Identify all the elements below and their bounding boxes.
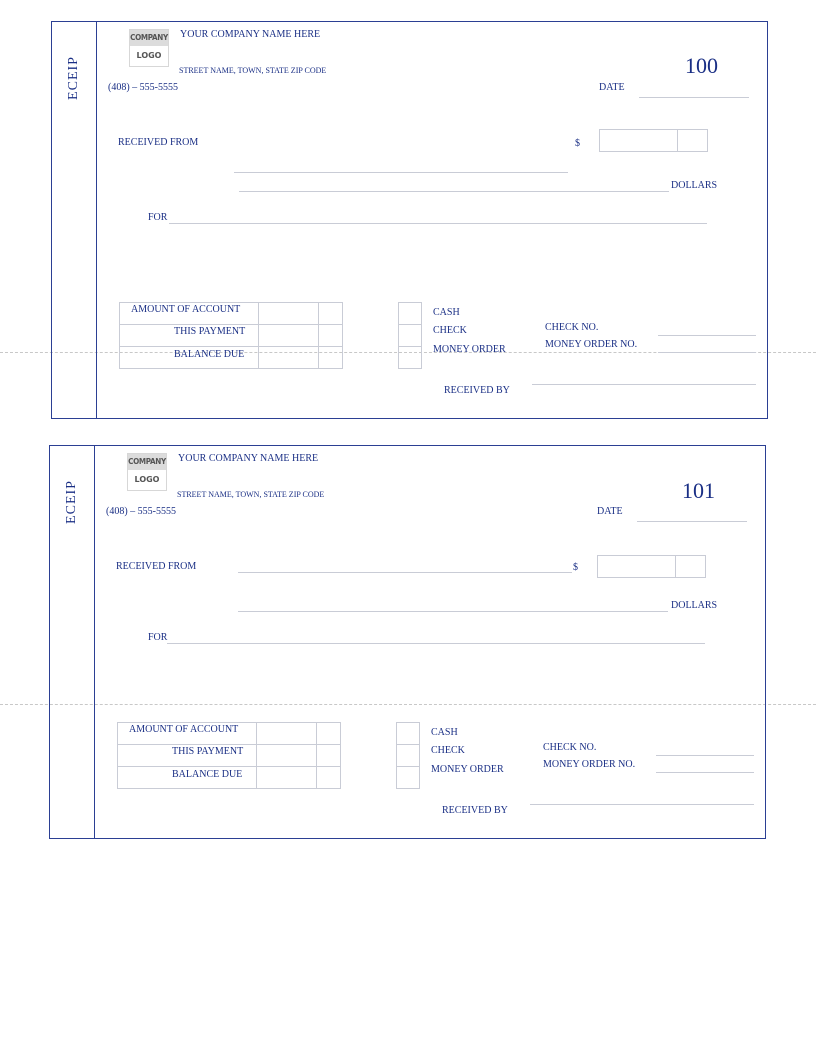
payment-amount-cell[interactable] [258,324,319,347]
this-payment-label: THIS PAYMENT [172,746,244,757]
amount-of-account-label: AMOUNT OF ACCOUNT [129,724,239,735]
received-by-field[interactable] [532,384,756,385]
money-order-checkbox[interactable] [398,346,422,369]
balance-due-label: BALANCE DUE [172,769,243,780]
stub-label: ECEIP [63,480,79,524]
company-name: YOUR COMPANY NAME HERE [178,453,319,464]
received-from-label: RECEIVED FROM [116,561,197,572]
cash-checkbox[interactable] [396,722,420,745]
account-amount-cell[interactable] [258,302,319,325]
account-cents-cell[interactable] [316,722,341,745]
money-order-checkbox[interactable] [396,766,420,789]
money-order-no-label: MONEY ORDER NO. [543,759,636,770]
receipt-101 [49,445,766,839]
received-from-field[interactable] [238,572,572,573]
account-cents-cell[interactable] [318,302,343,325]
balance-due-label: BALANCE DUE [174,349,245,360]
payment-cents-cell[interactable] [318,324,343,347]
dollars-label: DOLLARS [671,180,718,191]
this-payment-label: THIS PAYMENT [174,326,246,337]
receipt-stub [50,446,95,838]
street-address: STREET NAME, TOWN, STATE ZIP CODE [179,66,327,75]
dollar-sign: $ [573,562,578,573]
payment-amount-cell[interactable] [256,744,317,767]
company-name: YOUR COMPANY NAME HERE [180,29,321,40]
check-no-label: CHECK NO. [545,322,599,333]
payment-cents-cell[interactable] [316,744,341,767]
check-no-label: CHECK NO. [543,742,597,753]
check-label: CHECK [431,745,465,756]
account-amount-cell[interactable] [256,722,317,745]
receipt-stub [52,22,97,418]
money-order-no-field[interactable] [658,352,756,353]
balance-cents-cell[interactable] [318,346,343,369]
cash-checkbox[interactable] [398,302,422,325]
amount-cents-box[interactable] [677,129,708,152]
street-address: STREET NAME, TOWN, STATE ZIP CODE [177,490,325,499]
company-logo: COMPANY LOGO [127,453,167,491]
received-by-field[interactable] [530,804,754,805]
date-field[interactable] [639,97,749,98]
amount-cents-box[interactable] [675,555,706,578]
receipt-number: 100 [685,53,718,78]
received-by-label: RECEIVED BY [442,805,508,816]
stub-label: ECEIP [65,56,81,100]
check-label: CHECK [433,325,467,336]
check-no-field[interactable] [658,335,756,336]
dollars-written-field[interactable] [239,191,669,192]
received-from-field[interactable] [234,172,568,173]
company-logo: COMPANY LOGO [129,29,169,67]
date-label: DATE [597,506,623,517]
money-order-label: MONEY ORDER [431,764,504,775]
receipt-number: 101 [682,478,715,503]
amount-dollars-box[interactable] [597,555,676,578]
money-order-label: MONEY ORDER [433,344,506,355]
phone-number: (408) – 555-5555 [106,506,176,517]
cash-label: CASH [431,727,458,738]
phone-number: (408) – 555-5555 [108,82,178,93]
dollars-written-field[interactable] [238,611,668,612]
amount-dollars-box[interactable] [599,129,678,152]
date-label: DATE [599,82,625,93]
dollars-label: DOLLARS [671,600,718,611]
dollar-sign: $ [575,138,580,149]
check-checkbox[interactable] [398,324,422,347]
for-label: FOR [148,212,168,223]
amount-of-account-label: AMOUNT OF ACCOUNT [131,304,241,315]
balance-cents-cell[interactable] [316,766,341,789]
for-field[interactable] [167,643,705,644]
money-order-no-label: MONEY ORDER NO. [545,339,638,350]
date-field[interactable] [637,521,747,522]
balance-amount-cell[interactable] [258,346,319,369]
for-field[interactable] [169,223,707,224]
received-from-label: RECEIVED FROM [118,137,199,148]
check-no-field[interactable] [656,755,754,756]
check-checkbox[interactable] [396,744,420,767]
money-order-no-field[interactable] [656,772,754,773]
balance-amount-cell[interactable] [256,766,317,789]
for-label: FOR [148,632,168,643]
receipt-100 [51,21,768,419]
cash-label: CASH [433,307,460,318]
received-by-label: RECEIVED BY [444,385,510,396]
